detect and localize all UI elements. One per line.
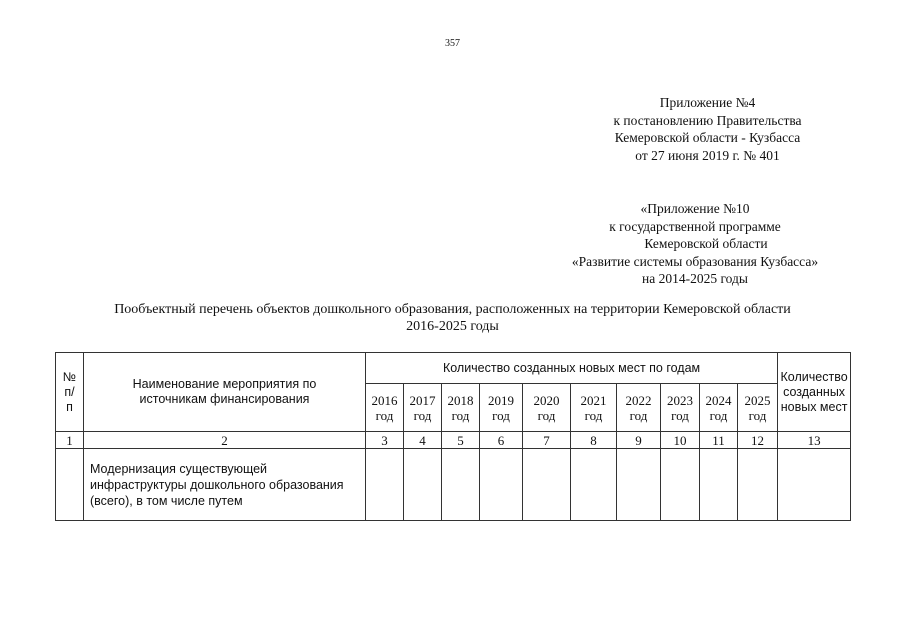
header-name-cell bbox=[84, 353, 366, 432]
header-total-l2: созданных bbox=[783, 384, 846, 399]
column-number: 3 bbox=[366, 432, 404, 449]
column-number: 13 bbox=[778, 432, 851, 449]
header-name-l1: Наименование мероприятия по bbox=[132, 377, 317, 391]
year-value: 2024 bbox=[705, 392, 732, 408]
header-num-l3: п bbox=[66, 399, 73, 414]
appendix-state-program bbox=[545, 200, 845, 288]
row-value-cell bbox=[523, 449, 571, 521]
row-value-cell bbox=[404, 449, 442, 521]
year-value: 2019 bbox=[488, 392, 514, 408]
column-number: 4 bbox=[404, 432, 442, 449]
year-cell bbox=[571, 384, 617, 432]
row-value-cell bbox=[571, 449, 617, 521]
year-value: 2017 bbox=[409, 392, 436, 408]
year-cell bbox=[700, 384, 738, 432]
table-row bbox=[56, 449, 851, 521]
header-total-l3: новых мест bbox=[780, 399, 848, 414]
year-cell bbox=[404, 384, 442, 432]
year-word: год bbox=[375, 407, 394, 423]
column-number: 1 bbox=[56, 432, 84, 449]
row-value-cell bbox=[480, 449, 523, 521]
column-number: 9 bbox=[617, 432, 661, 449]
row-value-cell bbox=[738, 449, 778, 521]
title-line: Пообъектный перечень объектов дошкольного образования, расположенных на территории Кемеровской области bbox=[114, 302, 791, 317]
year-cell bbox=[480, 384, 523, 432]
title-line: 2016-2025 годы bbox=[406, 319, 499, 334]
year-word: год bbox=[748, 407, 767, 423]
appendix-line: Кемеровской области - Кузбасса bbox=[614, 130, 801, 145]
column-number: 6 bbox=[480, 432, 523, 449]
year-cell bbox=[366, 384, 404, 432]
column-number: 8 bbox=[571, 432, 617, 449]
row-value-cell bbox=[778, 449, 851, 521]
year-word: год bbox=[413, 407, 432, 423]
year-cell bbox=[738, 384, 778, 432]
year-value: 2021 bbox=[580, 392, 607, 408]
header-total-cell bbox=[778, 353, 851, 432]
header-num-l1: № bbox=[62, 369, 77, 384]
column-number: 10 bbox=[661, 432, 700, 449]
header-num-l2: п/ bbox=[64, 384, 75, 399]
row-value-cell bbox=[617, 449, 661, 521]
page-number: 357 bbox=[445, 38, 460, 49]
year-cell bbox=[617, 384, 661, 432]
year-cell bbox=[661, 384, 700, 432]
year-value: 2020 bbox=[533, 392, 560, 408]
column-numbers-row bbox=[56, 432, 851, 449]
year-word: год bbox=[709, 407, 728, 423]
year-cell bbox=[442, 384, 480, 432]
header-years-group: Количество созданных новых мест по годам bbox=[366, 353, 778, 384]
appendix-line: «Развитие системы образования Кузбасса» bbox=[571, 253, 819, 269]
header-name-l2: источникам финансирования bbox=[139, 392, 310, 406]
year-value: 2023 bbox=[667, 392, 693, 408]
appendix-line: «Приложение №10 bbox=[640, 201, 750, 216]
row-name-l3: (всего), в том числе путем bbox=[90, 494, 243, 508]
year-cell bbox=[523, 384, 571, 432]
header-total-l1: Количество bbox=[780, 369, 848, 384]
column-number: 12 bbox=[738, 432, 778, 449]
column-number: 2 bbox=[84, 432, 366, 449]
year-value: 2016 bbox=[371, 392, 398, 408]
appendix-line: от 27 июня 2019 г. № 401 bbox=[635, 147, 780, 163]
column-number: 5 bbox=[442, 432, 480, 449]
appendix-government-resolution bbox=[600, 94, 815, 164]
year-word: год bbox=[537, 407, 556, 423]
year-word: год bbox=[671, 407, 689, 423]
column-number: 7 bbox=[523, 432, 571, 449]
year-value: 2018 bbox=[447, 392, 474, 408]
year-value: 2025 bbox=[744, 392, 771, 408]
appendix-line: к государственной программе bbox=[609, 218, 781, 234]
year-word: год bbox=[584, 407, 603, 423]
table-header-row bbox=[56, 353, 851, 384]
year-word: год bbox=[492, 407, 510, 423]
year-word: год bbox=[629, 407, 648, 423]
column-number: 11 bbox=[700, 432, 738, 449]
year-word: год bbox=[451, 407, 470, 423]
appendix-line: на 2014-2025 годы bbox=[642, 271, 748, 286]
year-value: 2022 bbox=[625, 392, 652, 408]
row-name-l2: инфраструктуры дошкольного образования bbox=[90, 478, 344, 492]
row-value-cell bbox=[366, 449, 404, 521]
header-num-cell bbox=[56, 353, 84, 432]
appendix-line: Кемеровской области bbox=[644, 236, 768, 251]
row-name-l1: Модернизация существующей bbox=[90, 462, 268, 476]
row-num-cell bbox=[56, 449, 84, 521]
row-value-cell bbox=[700, 449, 738, 521]
row-name-cell bbox=[84, 449, 366, 521]
objects-table bbox=[55, 352, 851, 521]
row-value-cell bbox=[442, 449, 480, 521]
appendix-line: к постановлению Правительства bbox=[613, 112, 802, 128]
document-title bbox=[40, 301, 865, 335]
row-value-cell bbox=[661, 449, 700, 521]
appendix-line: Приложение №4 bbox=[659, 95, 756, 110]
